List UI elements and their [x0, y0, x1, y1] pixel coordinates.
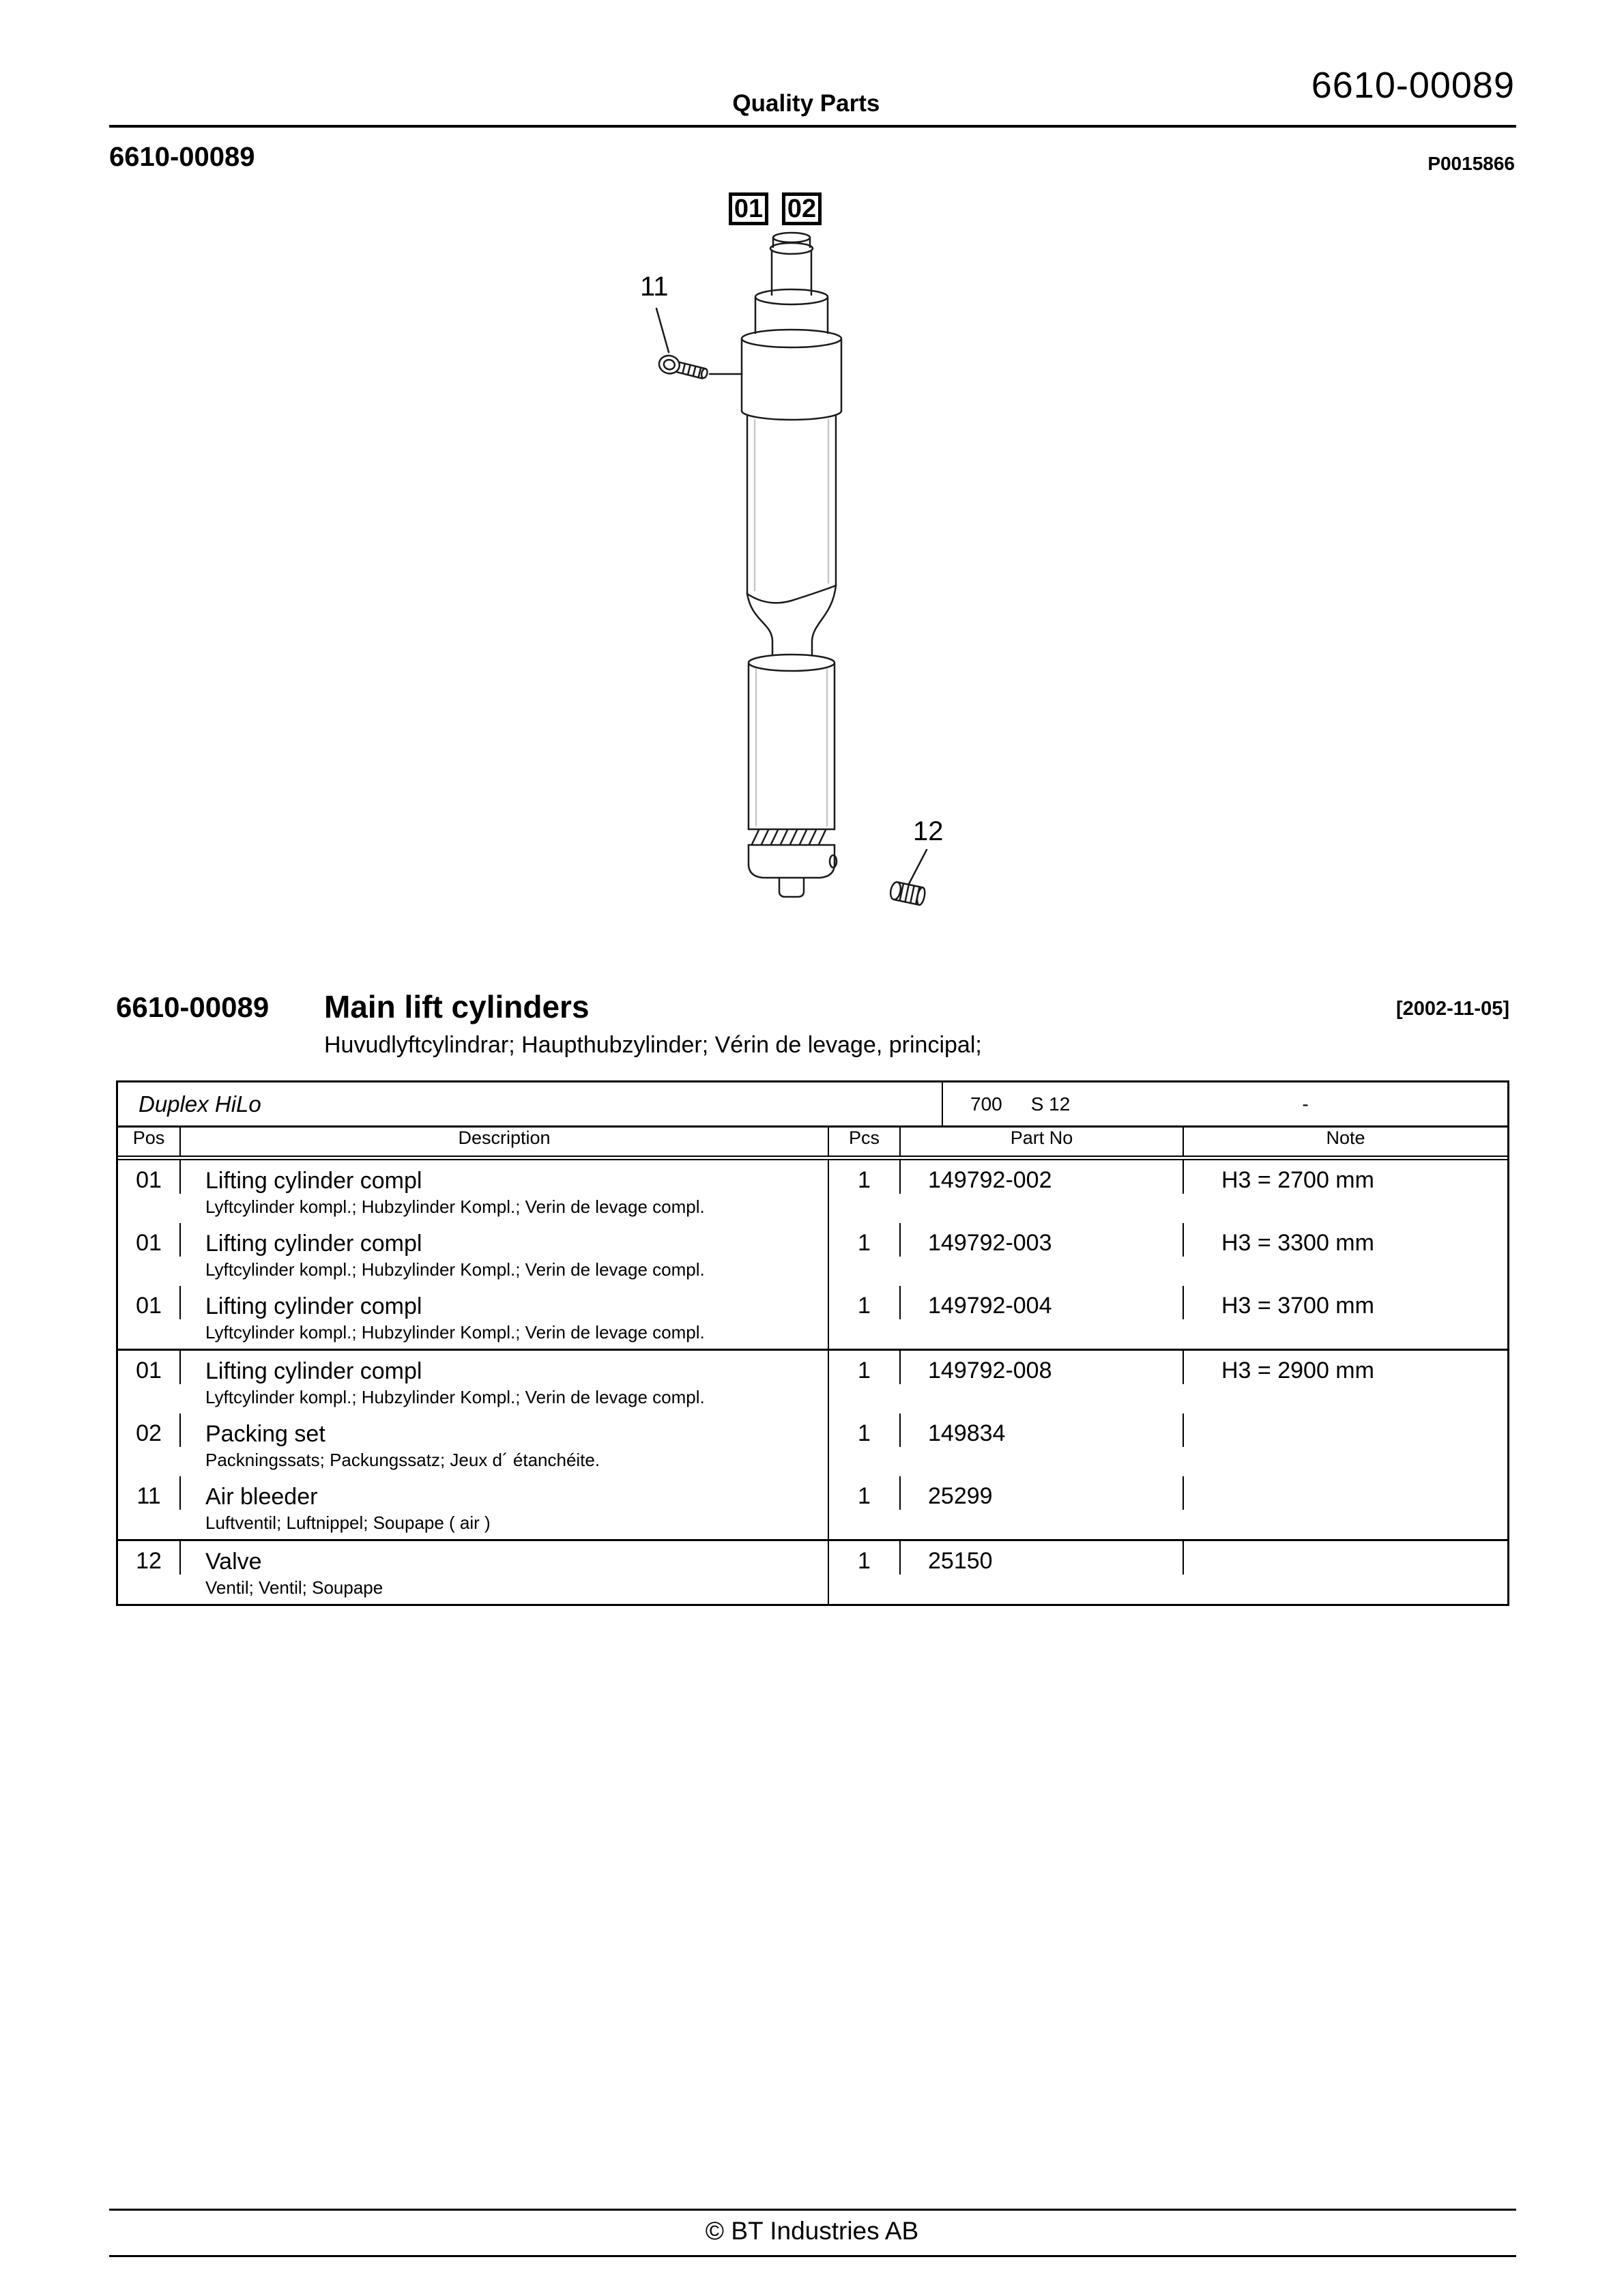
footer-rule-bottom	[109, 2255, 1516, 2257]
row-description	[181, 1541, 829, 1604]
model-code-2: S 12	[1030, 1093, 1071, 1115]
row-pcs: 1	[829, 1286, 901, 1319]
upper-barrel	[747, 416, 836, 655]
cylinder-drawing	[600, 184, 1010, 990]
footer-copyright: © BT Industries AB	[705, 2217, 919, 2245]
row-pos: 11	[118, 1476, 181, 1510]
row-description	[181, 1414, 829, 1476]
row-desc-sub: Luftventil; Luftnippel; Soupape ( air )	[205, 1512, 491, 1533]
row-description	[181, 1351, 829, 1414]
col-header-description: Description	[181, 1128, 829, 1156]
row-desc-sub: Lyftcylinder kompl.; Hubzylinder Kompl.; Verin de levage compl.	[205, 1196, 705, 1217]
row-desc-main: Lifting cylinder compl	[205, 1231, 422, 1257]
section-revision-date: [2002-11-05]	[1395, 998, 1509, 1020]
row-pos: 01	[118, 1351, 181, 1384]
section-subtitle: Huvudlyftcylindrar; Haupthubzylinder; Vérin de levage, principal;	[324, 1032, 982, 1058]
table-row	[118, 1414, 1507, 1476]
row-desc-sub: Lyftcylinder kompl.; Hubzylinder Kompl.; Verin de levage compl.	[205, 1259, 705, 1280]
row-note	[1184, 1541, 1507, 1548]
row-note	[1184, 1476, 1507, 1483]
section-number: 6610-00089	[116, 991, 270, 1023]
col-header-pos: Pos	[118, 1128, 181, 1156]
row-note: H3 = 3700 mm	[1221, 1293, 1374, 1319]
model-name: Duplex HiLo	[139, 1091, 261, 1117]
thread-band	[749, 829, 835, 845]
model-dash: -	[1302, 1093, 1309, 1115]
row-part-no: 25150	[901, 1541, 1184, 1575]
row-desc-main: Lifting cylinder compl	[205, 1168, 422, 1194]
col-header-part-no: Part No	[901, 1128, 1184, 1156]
row-pcs: 1	[829, 1541, 901, 1575]
row-desc-sub: Lyftcylinder kompl.; Hubzylinder Kompl.; Verin de levage compl.	[205, 1387, 705, 1407]
row-description	[181, 1286, 829, 1349]
section-title: Main lift cylinders	[324, 989, 590, 1024]
table-row	[118, 1223, 1507, 1286]
row-pos: 02	[118, 1414, 181, 1447]
table-row	[118, 1286, 1507, 1349]
row-part-no: 149792-004	[901, 1286, 1184, 1319]
callout-label-11: 11	[640, 272, 669, 302]
valve-part	[889, 881, 926, 906]
document-number-left: 6610-00089	[109, 142, 255, 172]
table-row	[118, 1476, 1507, 1539]
page-header-title: Quality Parts	[732, 90, 880, 117]
row-desc-sub: Lyftcylinder kompl.; Hubzylinder Kompl.; Verin de levage compl.	[205, 1322, 705, 1343]
bottom-cap	[749, 845, 837, 897]
parts-table	[116, 1080, 1509, 1606]
row-desc-main: Lifting cylinder compl	[205, 1293, 422, 1319]
leader-line-11	[656, 308, 669, 352]
row-pos: 01	[118, 1286, 181, 1319]
row-part-no: 25299	[901, 1476, 1184, 1510]
table-row	[118, 1160, 1507, 1223]
row-pos: 12	[118, 1541, 181, 1575]
model-code-1: 700	[970, 1093, 1002, 1115]
leader-line-12	[909, 850, 927, 884]
row-pcs: 1	[829, 1414, 901, 1447]
row-part-no: 149834	[901, 1414, 1184, 1447]
air-bleeder-part	[657, 354, 709, 383]
row-desc-main: Valve	[205, 1549, 262, 1575]
row-pos: 01	[118, 1223, 181, 1257]
cylinder-collar	[755, 289, 828, 333]
footer-rule-top	[109, 2209, 1516, 2211]
row-desc-main: Air bleeder	[205, 1484, 318, 1510]
row-desc-sub: Ventil; Ventil; Soupape	[205, 1577, 383, 1598]
header-rule	[109, 125, 1516, 128]
callout-box-02: 02	[782, 192, 822, 225]
row-description	[181, 1223, 829, 1286]
table-row	[118, 1349, 1507, 1414]
row-note: H3 = 3300 mm	[1221, 1230, 1374, 1256]
row-note: H3 = 2900 mm	[1221, 1358, 1374, 1383]
cylinder-head	[742, 330, 841, 420]
row-pcs: 1	[829, 1476, 901, 1510]
model-row	[118, 1082, 1507, 1128]
callout-box-01: 01	[729, 192, 768, 225]
col-header-pcs: Pcs	[829, 1128, 901, 1156]
row-desc-sub: Packningssats; Packungssatz; Jeux d´ étanchéite.	[205, 1450, 600, 1470]
row-pcs: 1	[829, 1223, 901, 1257]
table-header-row	[118, 1128, 1507, 1160]
row-pos: 01	[118, 1160, 181, 1194]
row-note: H3 = 2700 mm	[1221, 1167, 1374, 1193]
piston-rod-end	[770, 233, 813, 295]
row-note	[1184, 1414, 1507, 1420]
document-number-top-right: 6610-00089	[1311, 65, 1515, 106]
row-pcs: 1	[829, 1160, 901, 1194]
row-desc-main: Packing set	[205, 1421, 325, 1447]
photo-reference: P0015866	[1427, 153, 1515, 174]
row-part-no: 149792-003	[901, 1223, 1184, 1257]
callout-label-12: 12	[913, 816, 944, 846]
row-part-no: 149792-008	[901, 1351, 1184, 1384]
row-description	[181, 1476, 829, 1539]
col-header-note: Note	[1326, 1128, 1365, 1148]
row-desc-main: Lifting cylinder compl	[205, 1358, 422, 1384]
table-row	[118, 1539, 1507, 1604]
row-part-no: 149792-002	[901, 1160, 1184, 1194]
lower-barrel	[749, 655, 835, 829]
row-description	[181, 1160, 829, 1223]
model-codes	[942, 1082, 1507, 1125]
row-pcs: 1	[829, 1351, 901, 1384]
